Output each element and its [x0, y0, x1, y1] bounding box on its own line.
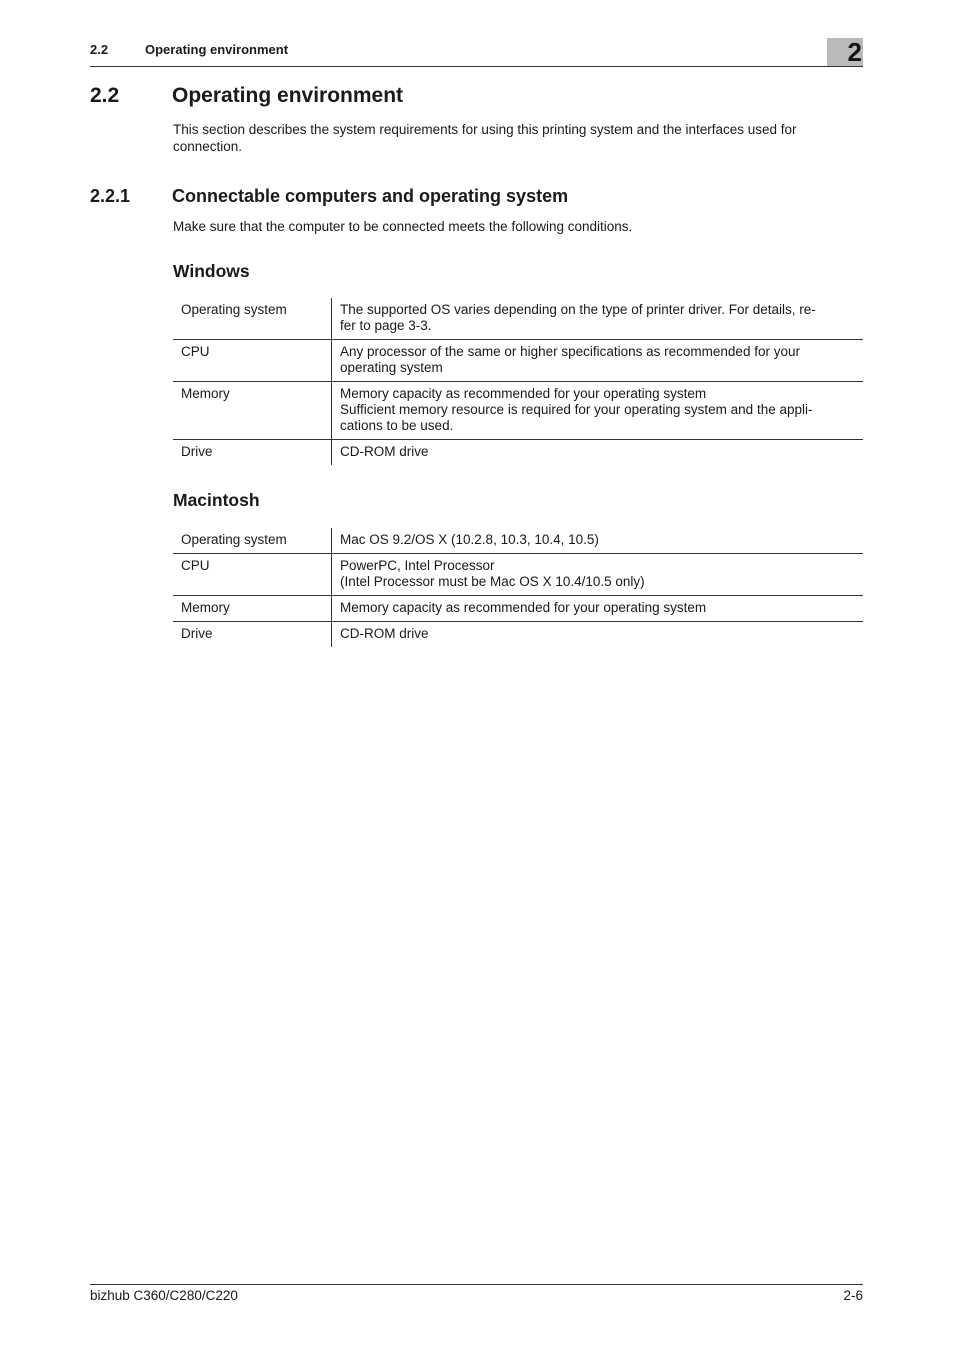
- subsection-number: 2.2.1: [90, 186, 131, 206]
- table-row: [173, 622, 863, 648]
- requirement-label: Memory: [173, 382, 332, 440]
- requirement-value: [332, 528, 864, 554]
- requirement-value: [332, 298, 864, 340]
- section-title: Operating environment: [172, 84, 404, 107]
- requirement-value-line: CD-ROM drive: [340, 626, 429, 641]
- footer-page-number: 2-6: [843, 1288, 863, 1303]
- table-row: [173, 596, 863, 622]
- subsection-title: Connectable computers and operating system: [172, 186, 569, 206]
- requirement-value: [332, 622, 864, 648]
- subsection-intro: Make sure that the computer to be connected meets the following conditions.: [173, 219, 633, 234]
- chapter-tab: [827, 38, 863, 66]
- requirement-label: Drive: [173, 622, 332, 648]
- requirement-label: Operating system: [173, 528, 332, 554]
- header-section-title: Operating environment: [145, 42, 289, 57]
- requirement-value-line: Any processor of the same or higher specifications as recommended for your: [340, 344, 800, 359]
- requirement-label: CPU: [173, 554, 332, 596]
- requirement-value-line: cations to be used.: [340, 418, 454, 433]
- chapter-number: 2: [847, 37, 862, 67]
- requirement-label: Operating system: [173, 298, 332, 340]
- requirement-value: [332, 554, 864, 596]
- requirement-value-line: (Intel Processor must be Mac OS X 10.4/10.5 only): [340, 574, 645, 589]
- table-row: [173, 340, 863, 382]
- requirement-label: Memory: [173, 596, 332, 622]
- table-row: [173, 440, 863, 466]
- requirement-value-line: Memory capacity as recommended for your operating system: [340, 386, 707, 401]
- requirement-value-line: Memory capacity as recommended for your operating system: [340, 600, 707, 615]
- table-row: [173, 382, 863, 440]
- footer-product: bizhub C360/C280/C220: [90, 1288, 238, 1303]
- section-heading: [90, 84, 403, 108]
- requirement-label: CPU: [173, 340, 332, 382]
- macintosh-requirements-table: [173, 528, 863, 647]
- requirement-value: [332, 440, 864, 466]
- requirement-value-line: fer to page 3-3.: [340, 318, 432, 333]
- table-row: [173, 298, 863, 340]
- requirement-value: [332, 340, 864, 382]
- requirement-value-line: Mac OS 9.2/OS X (10.2.8, 10.3, 10.4, 10.5): [340, 532, 599, 547]
- requirement-value-line: The supported OS varies depending on the type of printer driver. For details, re-: [340, 302, 816, 317]
- requirement-value-line: operating system: [340, 360, 443, 375]
- requirement-value: [332, 596, 864, 622]
- macintosh-heading: Macintosh: [173, 490, 260, 510]
- section-number: 2.2: [90, 84, 120, 107]
- running-header: [90, 37, 863, 67]
- requirement-value: [332, 382, 864, 440]
- section-intro: This section describes the system requirements for using this printing system and the interfaces used for connection.: [173, 122, 797, 154]
- windows-requirements-table: [173, 298, 863, 465]
- page-footer: [90, 1284, 863, 1303]
- requirement-value-line: Sufficient memory resource is required for your operating system and the appli-: [340, 402, 813, 417]
- requirement-value-line: PowerPC, Intel Processor: [340, 558, 495, 573]
- header-section-number: 2.2: [90, 42, 109, 57]
- windows-heading: Windows: [173, 261, 250, 281]
- subsection-heading: [90, 186, 568, 207]
- table-row: [173, 528, 863, 554]
- requirement-label: Drive: [173, 440, 332, 466]
- table-row: [173, 554, 863, 596]
- requirement-value-line: CD-ROM drive: [340, 444, 429, 459]
